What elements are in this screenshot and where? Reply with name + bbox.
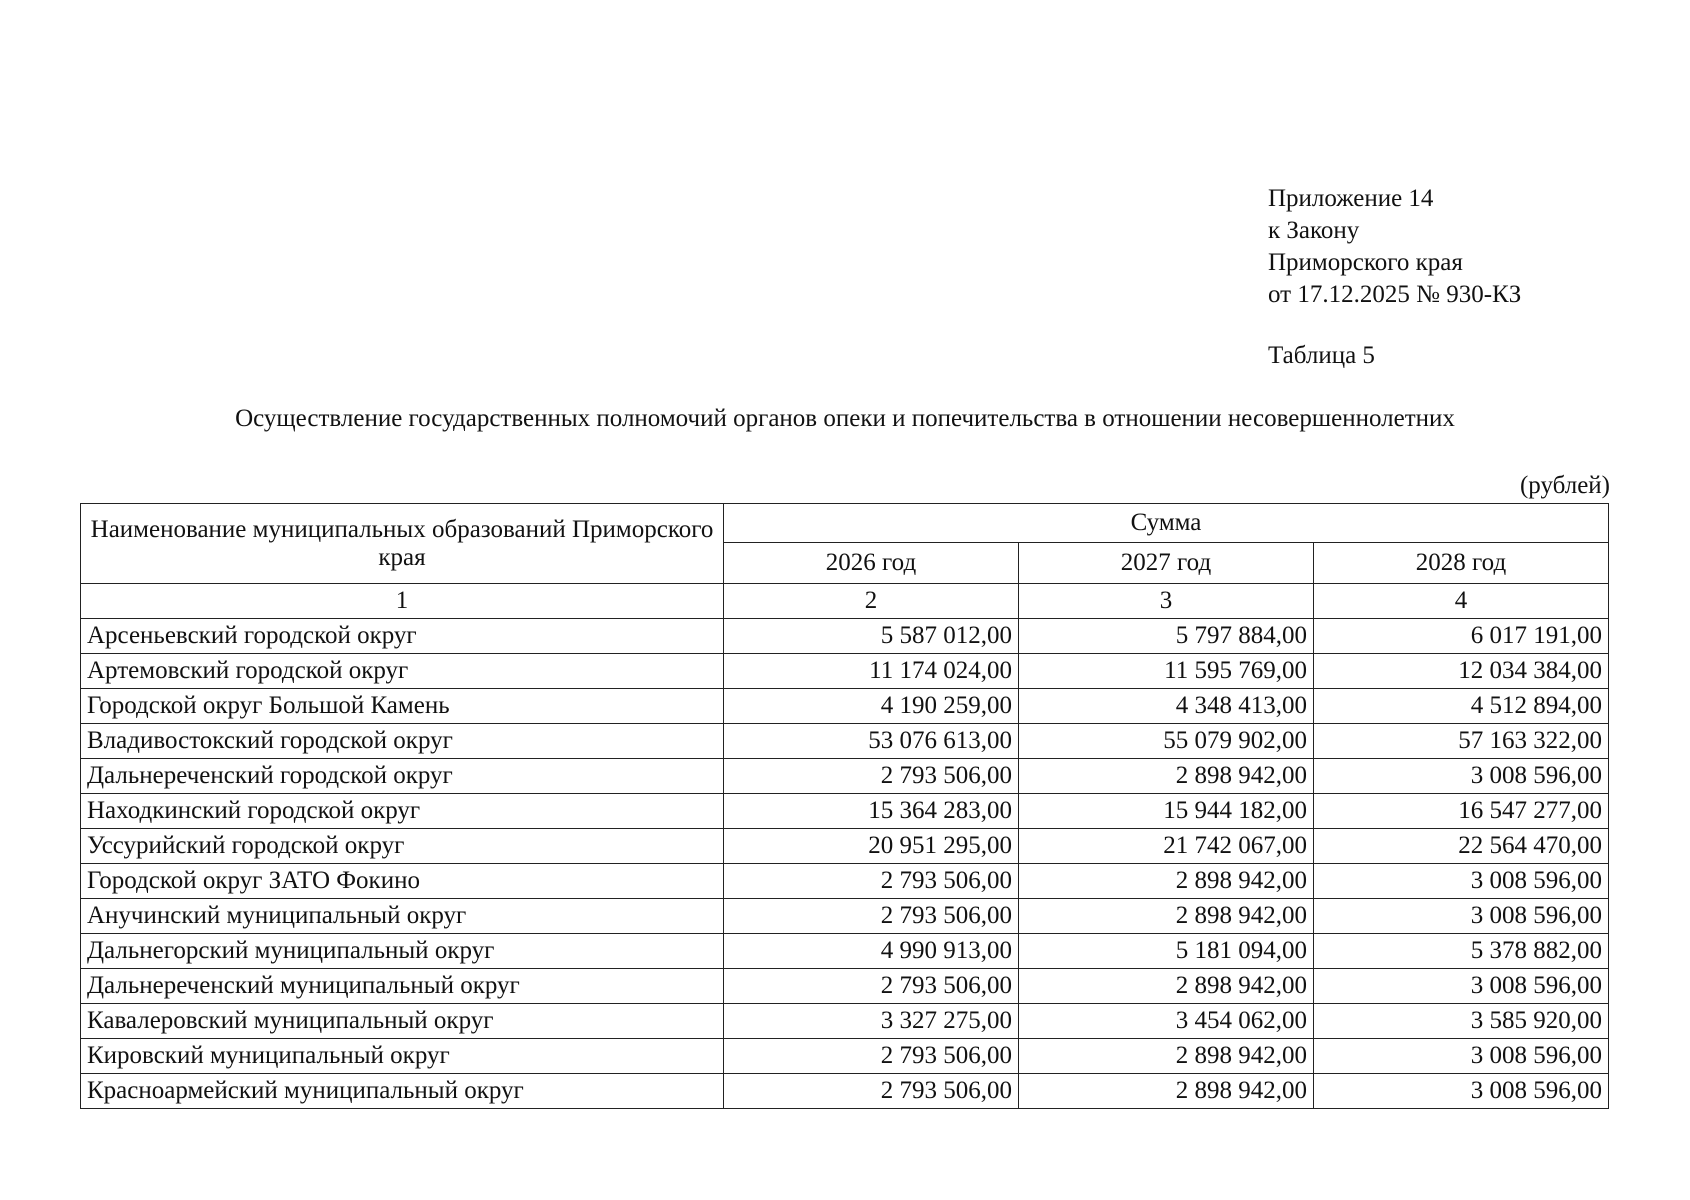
table-row xyxy=(81,829,1609,864)
column-number-3: 3 xyxy=(1019,584,1314,619)
municipality-name-cell: Дальнегорский муниципальный округ xyxy=(81,934,724,969)
municipality-name-cell: Городской округ Большой Камень xyxy=(81,689,724,724)
table-row xyxy=(81,864,1609,899)
table-row xyxy=(81,969,1609,1004)
amount-2026-cell: 53 076 613,00 xyxy=(724,724,1019,759)
municipality-name-cell: Владивостокский городской округ xyxy=(81,724,724,759)
municipality-name-cell: Находкинский городской округ xyxy=(81,794,724,829)
amount-2026-cell: 2 793 506,00 xyxy=(724,899,1019,934)
appendix-line-3: Приморского края xyxy=(1268,249,1463,276)
amount-2026-cell: 2 793 506,00 xyxy=(724,1074,1019,1109)
municipality-name-cell: Дальнереченский городской округ xyxy=(81,759,724,794)
table-row xyxy=(81,619,1609,654)
municipality-name-cell: Арсеньевский городской округ xyxy=(81,619,724,654)
appendix-line-4: от 17.12.2025 № 930-КЗ xyxy=(1268,281,1522,308)
amount-2026-cell: 2 793 506,00 xyxy=(724,759,1019,794)
table-row xyxy=(81,654,1609,689)
amount-2028-cell: 3 008 596,00 xyxy=(1314,1074,1609,1109)
amount-2026-cell: 2 793 506,00 xyxy=(724,969,1019,1004)
amount-2028-cell: 3 008 596,00 xyxy=(1314,899,1609,934)
column-number-2: 2 xyxy=(724,584,1019,619)
header-municipality-name: Наименование муниципальных образований Приморского края xyxy=(81,504,724,584)
municipality-name-cell: Артемовский городской округ xyxy=(81,654,724,689)
amount-2028-cell: 3 008 596,00 xyxy=(1314,969,1609,1004)
table-row xyxy=(81,899,1609,934)
amount-2027-cell: 2 898 942,00 xyxy=(1019,759,1314,794)
amount-2026-cell: 3 327 275,00 xyxy=(724,1004,1019,1039)
amount-2028-cell: 3 008 596,00 xyxy=(1314,759,1609,794)
amount-2026-cell: 4 990 913,00 xyxy=(724,934,1019,969)
table-row xyxy=(81,1039,1609,1074)
column-number-1: 1 xyxy=(81,584,724,619)
table-body xyxy=(81,619,1609,1109)
amount-2026-cell: 2 793 506,00 xyxy=(724,1039,1019,1074)
amount-2028-cell: 3 008 596,00 xyxy=(1314,864,1609,899)
municipality-name-cell: Кавалеровский муниципальный округ xyxy=(81,1004,724,1039)
amount-2028-cell: 16 547 277,00 xyxy=(1314,794,1609,829)
amount-2028-cell: 5 378 882,00 xyxy=(1314,934,1609,969)
amount-2028-cell: 3 008 596,00 xyxy=(1314,1039,1609,1074)
header-year-2026: 2026 год xyxy=(724,543,1019,584)
amount-2026-cell: 4 190 259,00 xyxy=(724,689,1019,724)
municipality-name-cell: Дальнереченский муниципальный округ xyxy=(81,969,724,1004)
amount-2027-cell: 3 454 062,00 xyxy=(1019,1004,1314,1039)
amount-2027-cell: 15 944 182,00 xyxy=(1019,794,1314,829)
municipality-name-cell: Кировский муниципальный округ xyxy=(81,1039,724,1074)
document-title: Осуществление государственных полномочий органов опеки и попечительства в отношении несовершеннолетних xyxy=(235,405,1455,432)
table-row xyxy=(81,689,1609,724)
header-sum: Сумма xyxy=(724,504,1609,543)
amount-2027-cell: 4 348 413,00 xyxy=(1019,689,1314,724)
amount-2027-cell: 55 079 902,00 xyxy=(1019,724,1314,759)
amount-2026-cell: 5 587 012,00 xyxy=(724,619,1019,654)
amount-2028-cell: 4 512 894,00 xyxy=(1314,689,1609,724)
appendix-line-1: Приложение 14 xyxy=(1268,185,1434,212)
amount-2027-cell: 2 898 942,00 xyxy=(1019,864,1314,899)
municipality-name-cell: Городской округ ЗАТО Фокино xyxy=(81,864,724,899)
amount-2027-cell: 2 898 942,00 xyxy=(1019,969,1314,1004)
amount-2028-cell: 57 163 322,00 xyxy=(1314,724,1609,759)
amount-2028-cell: 12 034 384,00 xyxy=(1314,654,1609,689)
municipality-name-cell: Красноармейский муниципальный округ xyxy=(81,1074,724,1109)
amount-2026-cell: 15 364 283,00 xyxy=(724,794,1019,829)
amount-2027-cell: 5 797 884,00 xyxy=(1019,619,1314,654)
amount-2028-cell: 3 585 920,00 xyxy=(1314,1004,1609,1039)
header-year-2027: 2027 год xyxy=(1019,543,1314,584)
table-row xyxy=(81,934,1609,969)
appendix-block xyxy=(1268,183,1521,311)
amount-2027-cell: 2 898 942,00 xyxy=(1019,1074,1314,1109)
amount-2026-cell: 11 174 024,00 xyxy=(724,654,1019,689)
amount-2027-cell: 5 181 094,00 xyxy=(1019,934,1314,969)
amount-2027-cell: 11 595 769,00 xyxy=(1019,654,1314,689)
amount-2027-cell: 2 898 942,00 xyxy=(1019,899,1314,934)
units-label: (рублей) xyxy=(1519,472,1610,499)
table-label: Таблица 5 xyxy=(1268,342,1375,369)
table-row xyxy=(81,794,1609,829)
column-number-4: 4 xyxy=(1314,584,1609,619)
municipality-name-cell: Уссурийский городской округ xyxy=(81,829,724,864)
amount-2026-cell: 2 793 506,00 xyxy=(724,864,1019,899)
table-row xyxy=(81,1004,1609,1039)
amount-2028-cell: 6 017 191,00 xyxy=(1314,619,1609,654)
allocation-table xyxy=(80,503,1609,1109)
table-row xyxy=(81,759,1609,794)
amount-2027-cell: 21 742 067,00 xyxy=(1019,829,1314,864)
table-row xyxy=(81,724,1609,759)
amount-2028-cell: 22 564 470,00 xyxy=(1314,829,1609,864)
amount-2027-cell: 2 898 942,00 xyxy=(1019,1039,1314,1074)
appendix-line-2: к Закону xyxy=(1268,217,1360,244)
header-year-2028: 2028 год xyxy=(1314,543,1609,584)
table-row xyxy=(81,1074,1609,1109)
amount-2026-cell: 20 951 295,00 xyxy=(724,829,1019,864)
municipality-name-cell: Анучинский муниципальный округ xyxy=(81,899,724,934)
